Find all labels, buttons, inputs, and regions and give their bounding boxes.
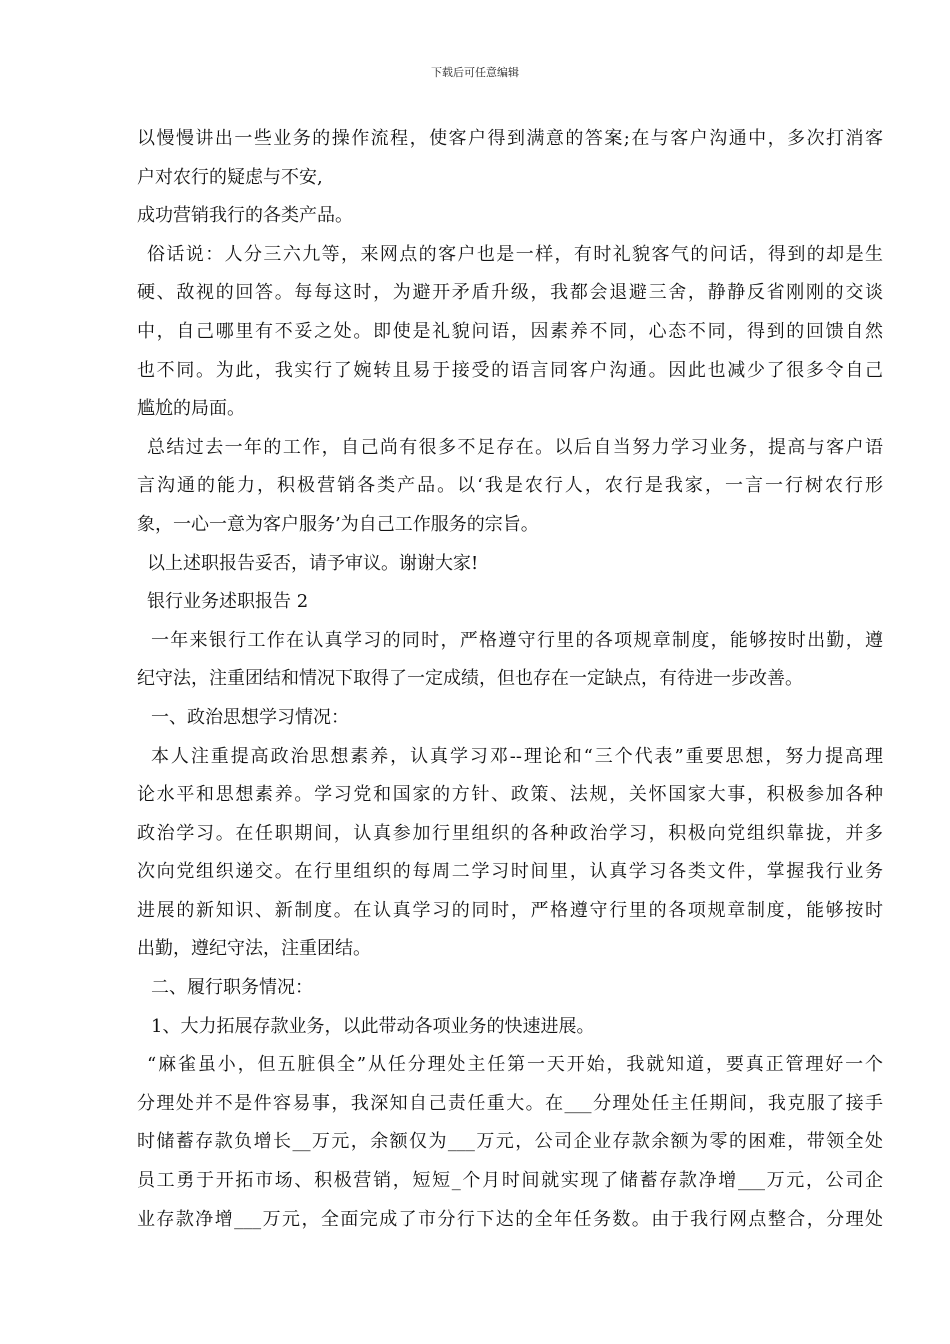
- text-line: 总结过去一年的工作，自己尚有很多不足存在。以后自当努力学习业务，提高与客户语: [147, 436, 883, 458]
- text-line: 时储蓄存款负增长__万元，余额仅为___万元，公司企业存款余额为零的困难，带领全处: [137, 1131, 883, 1153]
- text-line: 硬、敌视的回答。每每这时，为避开矛盾升级，我都会退避三舍，静静反省刚刚的交谈: [137, 282, 883, 304]
- text-line: 一年来银行工作在认真学习的同时，严格遵守行里的各项规章制度，能够按时出勤，遵: [151, 629, 883, 651]
- text-line: 政治学习。在任职期间，认真参加行里组织的各种政治学习，积极向党组织靠拢，并多: [137, 822, 883, 844]
- text-line: “麻雀虽小，但五脏俱全”从任分理处主任第一天开始，我就知道，要真正管理好一个: [147, 1054, 883, 1076]
- text-line: 员工勇于开拓市场、积极营销，短短_个月时间就实现了储蓄存款净增___万元，公司企: [137, 1170, 883, 1192]
- text-line: 以慢慢讲出一些业务的操作流程，使客户得到满意的答案;在与客户沟通中，多次打消客: [137, 128, 883, 149]
- text-line: 进展的新知识、新制度。在认真学习的同时，严格遵守行里的各项规章制度，能够按时: [137, 899, 883, 921]
- text-line: 言沟通的能力，积极营销各类产品。以‘我是农行人，农行是我家，一言一行树农行形: [137, 475, 883, 497]
- text-line: 尴尬的局面。: [137, 398, 245, 420]
- text-line: 户对农行的疑虑与不安,: [137, 166, 323, 188]
- text-line: 中，自己哪里有不妥之处。即使是礼貌问语，因素养不同，心态不同，得到的回馈自然: [137, 320, 883, 342]
- text-line: 论水平和思想素养。学习党和国家的方针、政策、法规，关怀国家大事，积极参加各种: [137, 784, 883, 806]
- text-line: 业存款净增___万元，全面完成了市分行下达的全年任务数。由于我行网点整合，分理处: [137, 1208, 883, 1230]
- section-heading: 银行业务述职报告 2: [147, 591, 309, 613]
- text-line: 分理处并不是件容易事，我深知自己责任重大。在___分理处任主任期间，我克服了接手: [137, 1092, 883, 1114]
- text-line: 纪守法，注重团结和情况下取得了一定成绩，但也存在一定缺点，有待进一步改善。: [137, 668, 803, 690]
- text-line: 以上述职报告妥否，请予审议。谢谢大家!: [147, 552, 479, 574]
- text-line: 本人注重提高政治思想素养，认真学习邓--理论和“三个代表”重要思想，努力提高理: [151, 745, 883, 767]
- document-body: [137, 120, 883, 1239]
- text-line: 俗话说：人分三六九等，来网点的客户也是一样，有时礼貌客气的问话，得到的却是生: [147, 243, 883, 265]
- section-heading: 二、履行职务情况：: [151, 977, 313, 999]
- text-line: 也不同。为此，我实行了婉转且易于接受的语言同客户沟通。因此也减少了很多令自己: [137, 359, 883, 381]
- text-line: 成功营销我行的各类产品。: [137, 205, 353, 227]
- text-line: 象，一心一意为客户服务’为自己工作服务的宗旨。: [137, 513, 539, 535]
- page-header-note: 下载后可任意编辑: [431, 66, 519, 79]
- text-line: 出勤，遵纪守法，注重团结。: [137, 938, 371, 960]
- text-line: 1、大力拓展存款业务，以此带动各项业务的快速进展。: [151, 1015, 595, 1037]
- section-heading: 一、政治思想学习情况：: [151, 706, 349, 728]
- text-line: 次向党组织递交。在行里组织的每周二学习时间里，认真学习各类文件，掌握我行业务: [137, 861, 883, 883]
